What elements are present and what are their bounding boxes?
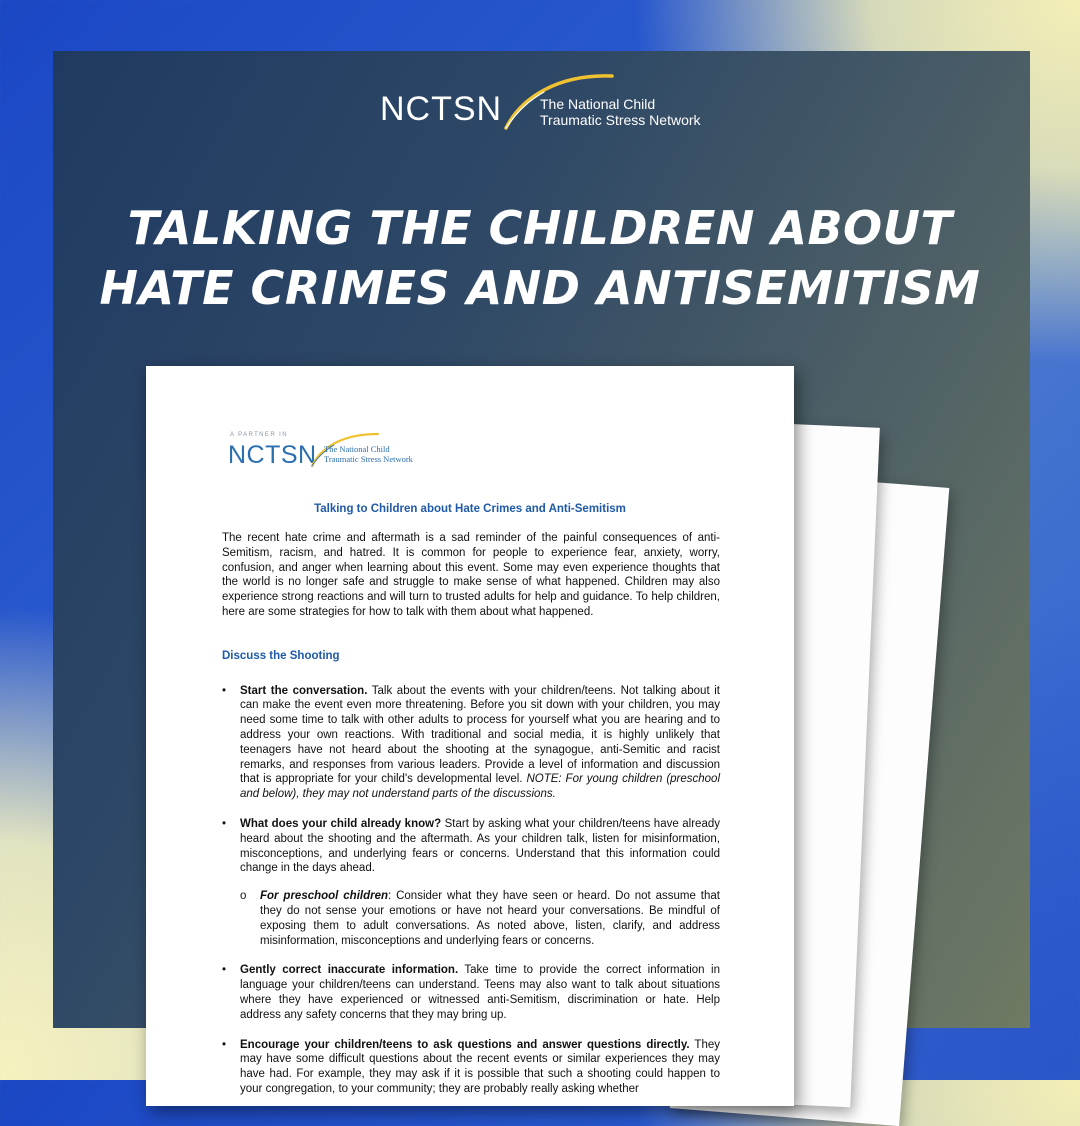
list-item xyxy=(222,963,720,1022)
bullet-icon: • xyxy=(222,1038,227,1051)
bullet-text: Talk about the events with your children/teens. Not talking about it can make the event even more threatening. Before you sit down with your children, you may need some time to talk with other adults to process for yourself what you are hearing and to address your own reactions. With traditional and social media, it is highly unlikely that teenagers have not heard about the shooting at the synagogue, anti-Semitic and racist remarks, and responses from various leaders. Provide a level of information and discussion that is appropriate for your child's developmental level. xyxy=(240,684,720,786)
list-item xyxy=(222,1038,720,1097)
headline-line-2: HATE CRIMES AND ANTISEMITISM xyxy=(99,261,981,315)
bullet-list xyxy=(222,684,720,1097)
bullet-icon: • xyxy=(222,817,227,830)
headline-line-1: TALKING THE CHILDREN ABOUT xyxy=(127,201,953,255)
bullet-text: Take time to provide the correct information in language your children/teens can understand. Teens may also want to talk about situations where they have experienced or witnessed anti-Semitism, discrimination or hate. Help address any safety concerns that they may bring up. xyxy=(240,964,720,1021)
bullet-note: NOTE: For young children (preschool and below), they may not understand parts of the discussions. xyxy=(240,773,721,801)
document-logo xyxy=(228,424,448,468)
document-logo-fullname xyxy=(324,444,413,464)
bullet-text: They may have some difficult questions about the recent events or similar experiences they may have had. For example, they may ask if it is possible that such a shooting could happen to your congregation, to your community; they are probably really asking whether xyxy=(240,1038,720,1095)
document-page xyxy=(146,366,794,1106)
logo-fullname xyxy=(540,96,701,128)
bullet-icon: • xyxy=(222,964,227,977)
document-title: Talking to Children about Hate Crimes and Anti-Semitism xyxy=(314,503,626,515)
document-logo-acronym: NCTSN xyxy=(228,441,317,469)
sub-bullet-lead: For preschool children xyxy=(260,890,389,903)
nctsn-logo xyxy=(380,72,710,132)
list-item xyxy=(222,817,720,876)
partner-label: A PARTNER IN xyxy=(230,432,288,438)
bullet-text: Start by asking what your children/teens have already heard about the shooting and the aftermath. As your children talk, listen for misinformation, misconceptions, and underlying fears or concerns. Understand that this information could change in the days ahead. xyxy=(240,817,720,875)
logo-acronym: NCTSN xyxy=(380,90,503,128)
intro-paragraph: The recent hate crime and aftermath is a sad reminder of the painful consequences of anti-Semitism, racism, and hatred. It is common for people to experience fear, anxiety, worry, confusion, and anger when learning about this event. Some may even experience thoughts that the world is no longer safe and struggle to make sense of what happened. Children may also experience strong reactions and will turn to trusted adults for help and guidance. To help children, here are some strategies for how to talk with them about what happened. xyxy=(222,532,720,618)
bullet-icon: • xyxy=(222,684,227,697)
section-heading: Discuss the Shooting xyxy=(222,649,340,662)
logo-line-1: The National Child xyxy=(540,96,656,112)
bullet-lead: Start the conversation. xyxy=(240,684,368,697)
bullet-lead: Encourage your children/teens to ask questions and answer questions directly. xyxy=(240,1038,690,1051)
list-item xyxy=(222,684,720,802)
document-logo-line-2: Traumatic Stress Network xyxy=(324,454,413,464)
sub-bullet-icon: o xyxy=(240,890,247,903)
bullet-lead: What does your child already know? xyxy=(240,817,442,830)
sub-list-item xyxy=(222,889,720,948)
logo-line-2: Traumatic Stress Network xyxy=(540,112,701,128)
bullet-lead: Gently correct inaccurate information. xyxy=(240,964,459,977)
document-body xyxy=(222,531,720,1112)
page-headline xyxy=(60,198,1020,318)
document-logo-line-1: The National Child xyxy=(324,444,390,454)
sub-bullet-text: : Consider what they have seen or heard. Do not assume that they do not sense your emotions or have not heard your conversations. Be mindful of exposing them to adult conversations. As noted above, listen, clarify, and address misinformation, misconceptions and underlying fears or concerns. xyxy=(260,890,720,947)
